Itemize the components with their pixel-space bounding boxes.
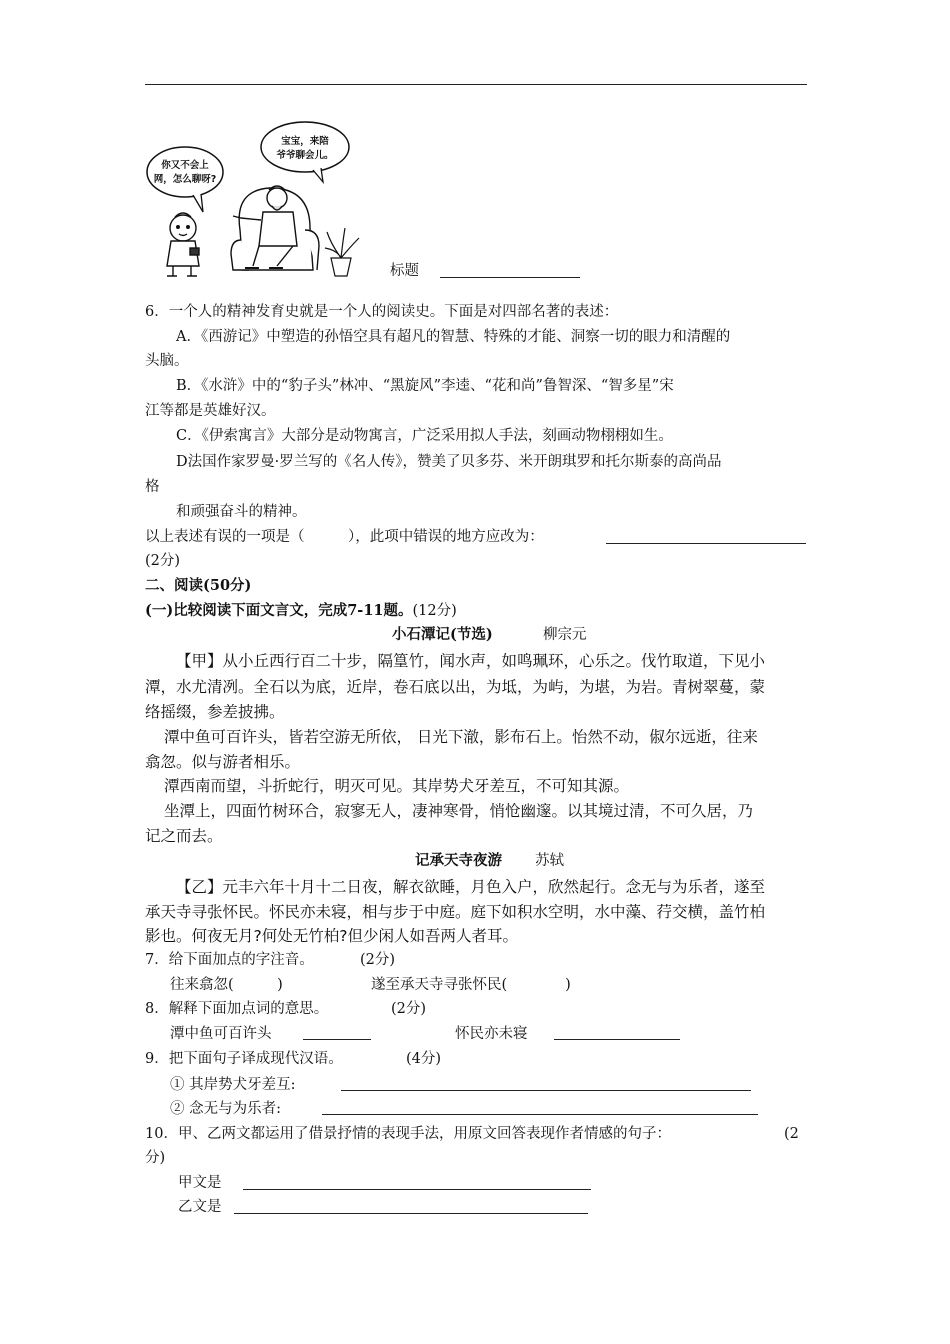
q6-option-c: C．《伊索寓言》大部分是动物寓言，广泛采用拟人手法，刻画动物栩栩如生。 xyxy=(176,428,673,444)
passage1-p1-line2: 潭，水尤清冽。全石以为底，近岸，卷石底以出，为坻，为屿，为堪，为岩。青树翠蔓，蒙 xyxy=(145,678,766,696)
section2-sub xyxy=(145,601,457,621)
passage1-title: 小石潭记(节选) xyxy=(392,626,493,643)
q10-item1: 甲文是 xyxy=(178,1175,222,1191)
q6-option-b-line2: 江等都是英雄好汉。 xyxy=(145,403,276,419)
grandpa-figure xyxy=(231,186,319,270)
header-rule xyxy=(145,84,807,85)
passage1-p2-line1: 潭中鱼可百许头，皆若空游无所依， 日光下澈，影布石上。怡然不动，俶尔远逝，往来 xyxy=(164,728,758,746)
passage1-p2-line2: 翕忽。似与游者相乐。 xyxy=(145,753,301,771)
kid-speech-bubble xyxy=(147,147,223,197)
q9-item1: ① 其岸势犬牙差互: xyxy=(170,1077,296,1093)
passage2-line1: 【乙】元丰六年十月十二日夜，解衣欲睡，月色入户，欣然起行。念无与为乐者，遂至 xyxy=(176,878,766,896)
kid-figure xyxy=(167,213,199,276)
q10-item2-blank[interactable] xyxy=(234,1213,588,1214)
q8-item1-blank[interactable] xyxy=(303,1039,371,1040)
q8-stem: 8．解释下面加点词的意思。 xyxy=(145,1001,329,1017)
grandpa-speech-bubble xyxy=(261,122,349,172)
passage1-p1-line1: 【甲】从小丘西行百二十步，隔篁竹，闻水声，如鸣珮环，心乐之。伐竹取道，下见小 xyxy=(176,652,766,670)
passage1-p1-line3: 络摇缀，参差披拂。 xyxy=(145,703,285,721)
grandpa-bubble-line2: 爷爷聊会儿。 xyxy=(276,150,334,161)
q7-item2: 遂至承天寺寻张怀民( ) xyxy=(371,977,571,993)
q9-item2-blank[interactable] xyxy=(322,1114,758,1115)
q6-score: (2分) xyxy=(145,553,181,569)
passage1-p3-line1: 潭西南而望，斗折蛇行，明灭可见。其岸势犬牙差互，不可知其源。 xyxy=(164,777,630,795)
passage2-line2: 承天寺寻张怀民。怀民亦未寝，相与步于中庭。庭下如积水空明，水中藻、荇交横，盖竹柏 xyxy=(145,903,766,921)
q10-item1-blank[interactable] xyxy=(243,1189,591,1190)
passage2-author: 苏轼 xyxy=(535,853,564,869)
q10-stem: 10．甲、乙两文都运用了借景抒情的表现手法，用原文回答表现作者情感的句子： xyxy=(145,1126,671,1142)
q9-score: (4分) xyxy=(406,1051,442,1067)
kid-bubble-line1: 你又不会上 xyxy=(161,160,209,171)
passage1-p4-line1: 坐潭上，四面竹树环合，寂寥无人，凄神寒骨，悄怆幽邃。以其境过清，不可久居，乃 xyxy=(164,802,754,820)
q10-score-part2: 分) xyxy=(145,1150,166,1166)
cartoon-illustration xyxy=(145,120,375,278)
grandpa-bubble-line1: 宝宝，来陪 xyxy=(281,136,329,147)
q6-option-d-line2: 格 xyxy=(145,479,160,495)
q8-item1: 潭中鱼可百许头 xyxy=(170,1026,272,1042)
q7-item1: 往来翕忽( ) xyxy=(170,977,283,993)
q9-stem: 9．把下面句子译成现代汉语。 xyxy=(145,1051,343,1067)
section2-sub-text: (一)比较阅读下面文言文，完成7-11题。 xyxy=(145,602,413,619)
potted-plant xyxy=(325,228,359,276)
section2-sub-score: (12分) xyxy=(412,603,457,619)
q6-answer-blank[interactable] xyxy=(606,543,806,544)
title-answer-blank[interactable] xyxy=(440,277,580,278)
q6-option-d-line3: 和顽强奋斗的精神。 xyxy=(176,504,307,520)
passage2-title: 记承天寺夜游 xyxy=(415,852,502,869)
q8-item2-blank[interactable] xyxy=(554,1039,680,1040)
q7-score: (2分) xyxy=(360,952,396,968)
q8-score: (2分) xyxy=(391,1001,427,1017)
q6-ask: 以上表述有误的一项是（ ），此项中错误的地方应改为： xyxy=(145,529,544,545)
q6-option-a-line2: 头脑。 xyxy=(145,353,189,369)
title-prompt: 标题 xyxy=(390,263,419,279)
q10-score-part1: (2 xyxy=(784,1126,799,1142)
q9-item2: ② 念无与为乐者: xyxy=(170,1101,281,1117)
q6-option-d-line1: D法国作家罗曼·罗兰写的《名人传》，赞美了贝多芬、米开朗琪罗和托尔斯泰的高尚品 xyxy=(176,454,722,470)
passage1-p4-line2: 记之而去。 xyxy=(145,827,223,845)
q10-item2: 乙文是 xyxy=(178,1199,222,1215)
q7-stem: 7．给下面加点的字注音。 xyxy=(145,952,314,968)
q8-item2: 怀民亦未寝 xyxy=(455,1026,528,1042)
q6-stem: 6．一个人的精神发育史就是一个人的阅读史。下面是对四部名著的表述： xyxy=(145,304,619,320)
q6-option-b-line1: B．《水浒》中的“豹子头”林冲、“黑旋风”李逵、“花和尚”鲁智深、“智多星”宋 xyxy=(176,378,674,394)
q9-item1-blank[interactable] xyxy=(341,1090,751,1091)
kid-bubble-line2: 网，怎么聊呀? xyxy=(153,174,217,185)
q6-option-a-line1: A．《西游记》中塑造的孙悟空具有超凡的智慧、特殊的才能、洞察一切的眼力和清醒的 xyxy=(176,329,731,345)
section2-heading: 二、阅读(50分) xyxy=(145,577,252,594)
passage1-author: 柳宗元 xyxy=(543,627,587,643)
passage2-line3: 影也。何夜无月?何处无竹柏?但少闲人如吾两人者耳。 xyxy=(145,927,518,945)
